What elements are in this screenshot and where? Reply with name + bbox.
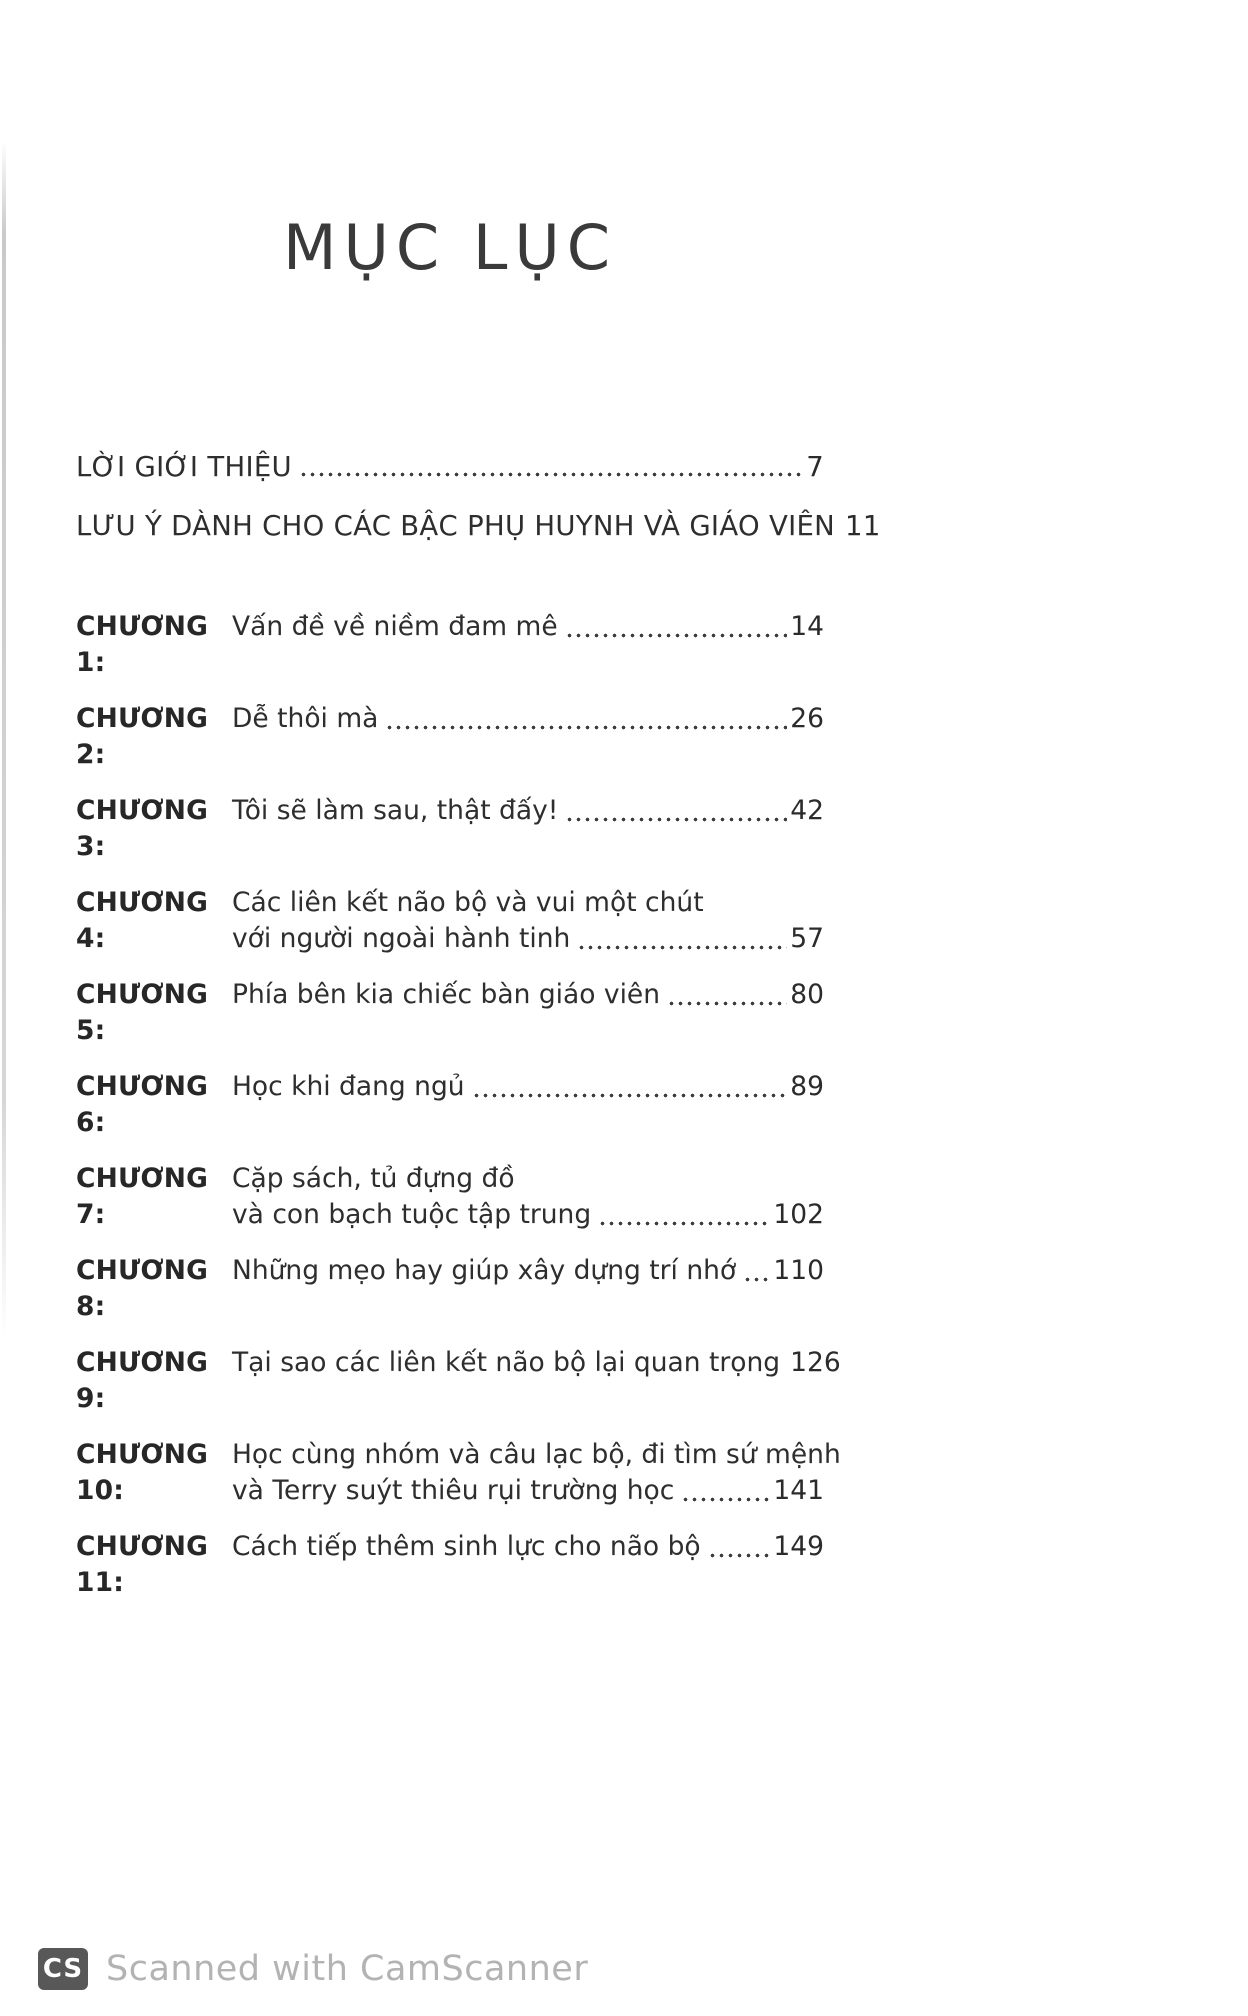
toc-chapter: [76, 977, 824, 1049]
chapter-line: [232, 1253, 824, 1289]
chapter-body: [232, 1437, 841, 1509]
chapter-title: Các liên kết não bộ và vui một chút: [232, 887, 704, 919]
chapter-label: CHƯƠNG 6:: [76, 1071, 209, 1139]
chapter-label: CHƯƠNG 2:: [76, 703, 209, 771]
chapter-label: CHƯƠNG 9:: [76, 1347, 209, 1415]
dot-leader: [565, 632, 788, 639]
chapter-body: [232, 1069, 824, 1141]
toc-chapter: [76, 1437, 841, 1509]
camscanner-watermark: [38, 1948, 588, 1990]
dot-leader: [708, 1552, 771, 1559]
chapter-title: Vấn đề về niềm đam mê: [232, 611, 558, 643]
chapter-body: [232, 701, 824, 773]
toc-chapter: [76, 1069, 824, 1141]
toc-chapter: [76, 609, 824, 681]
chapter-title-continued: và Terry suýt thiêu rụi trường học: [232, 1475, 675, 1507]
page-number: 141: [773, 1475, 824, 1507]
toc-chapter: [76, 1253, 824, 1325]
page-number: 11: [845, 510, 881, 543]
chapter-label: CHƯƠNG 11:: [76, 1531, 209, 1599]
page-number: 126: [790, 1347, 841, 1379]
dot-leader: [577, 944, 787, 951]
chapter-label: CHƯƠNG 7:: [76, 1163, 209, 1231]
chapter-title-continued: và con bạch tuộc tập trung: [232, 1199, 592, 1231]
chapter-title-continued: với người ngoài hành tinh: [232, 923, 571, 955]
chapter-line: [232, 609, 824, 645]
chapter-body: [232, 609, 824, 681]
chapter-body: [232, 793, 824, 865]
chapter-body: [232, 1253, 824, 1325]
dot-leader: [565, 816, 787, 823]
chapter-body: [232, 977, 824, 1049]
chapter-line: [232, 1197, 824, 1233]
chapter-line: [232, 977, 824, 1013]
dot-leader: [681, 1496, 770, 1503]
page-number: 80: [790, 979, 824, 1011]
toc-chapter: [76, 793, 824, 865]
toc-chapter: [76, 1529, 824, 1601]
toc-entry-title: LƯU Ý DÀNH CHO CÁC BẬC PHỤ HUYNH VÀ GIÁO VIÊN: [76, 510, 836, 543]
toc-content: [76, 0, 881, 1621]
chapter-line: [232, 1473, 824, 1509]
dot-leader: [598, 1220, 770, 1227]
page-number: 89: [790, 1071, 824, 1103]
page-number: 149: [773, 1531, 824, 1563]
chapter-title: Học cùng nhóm và câu lạc bộ, đi tìm sứ mệnh: [232, 1439, 841, 1471]
toc-entry: [76, 451, 824, 484]
page-number: 14: [790, 611, 824, 643]
chapter-title: Những mẹo hay giúp xây dựng trí nhớ: [232, 1255, 737, 1287]
chapter-label: CHƯƠNG 3:: [76, 795, 209, 863]
toc-chapter: [76, 1161, 824, 1233]
chapter-label: CHƯƠNG 5:: [76, 979, 209, 1047]
chapter-title: Cách tiếp thêm sinh lực cho não bộ: [232, 1531, 701, 1563]
chapter-line: [232, 701, 824, 737]
chapter-line: [232, 1345, 841, 1381]
dot-leader: [743, 1276, 770, 1283]
page-number: 110: [773, 1255, 824, 1287]
chapter-body: [232, 1345, 841, 1417]
toc-chapter: [76, 885, 824, 957]
page-number: 57: [790, 923, 824, 955]
page-number: 42: [790, 795, 824, 827]
page-number: 26: [790, 703, 824, 735]
chapter-label: CHƯƠNG 10:: [76, 1439, 209, 1507]
chapter-line: [232, 1069, 824, 1105]
chapter-line: [232, 885, 824, 921]
chapter-body: [232, 1161, 824, 1233]
dot-leader: [385, 724, 787, 731]
chapter-line: [232, 921, 824, 957]
toc-entry: [76, 510, 881, 543]
toc-chapter: [76, 1345, 841, 1417]
page-title: MỤC LỤC: [282, 211, 618, 284]
toc-chapter: [76, 701, 824, 773]
scan-edge-artifact: [2, 140, 6, 1340]
dot-leader: [472, 1092, 788, 1099]
dot-leader: [299, 471, 803, 478]
chapter-line: [232, 793, 824, 829]
chapter-body: [232, 885, 824, 957]
chapter-body: [232, 1529, 824, 1601]
chapter-label: CHƯƠNG 1:: [76, 611, 209, 679]
page-number: 7: [806, 451, 824, 484]
chapter-line: [232, 1161, 824, 1197]
camscanner-text: Scanned with CamScanner: [106, 1949, 589, 1989]
chapter-title: Tôi sẽ làm sau, thật đấy!: [232, 795, 559, 827]
toc-entry-title: LỜI GIỚI THIỆU: [76, 451, 292, 484]
chapter-title: Cặp sách, tủ đựng đồ: [232, 1163, 515, 1195]
chapter-line: [232, 1437, 841, 1473]
chapter-title: Học khi đang ngủ: [232, 1071, 465, 1103]
front-matter-section: [76, 451, 881, 543]
chapter-line: [232, 1529, 824, 1565]
chapter-title: Dễ thôi mà: [232, 703, 379, 735]
dot-leader: [667, 1000, 787, 1007]
chapter-title: Tại sao các liên kết não bộ lại quan trọng: [232, 1347, 781, 1379]
chapter-label: CHƯƠNG 8:: [76, 1255, 209, 1323]
camscanner-logo: CS: [38, 1948, 88, 1990]
page-number: 102: [773, 1199, 824, 1231]
chapter-title: Phía bên kia chiếc bàn giáo viên: [232, 979, 661, 1011]
chapter-label: CHƯƠNG 4:: [76, 887, 209, 955]
chapters-section: [76, 609, 841, 1601]
